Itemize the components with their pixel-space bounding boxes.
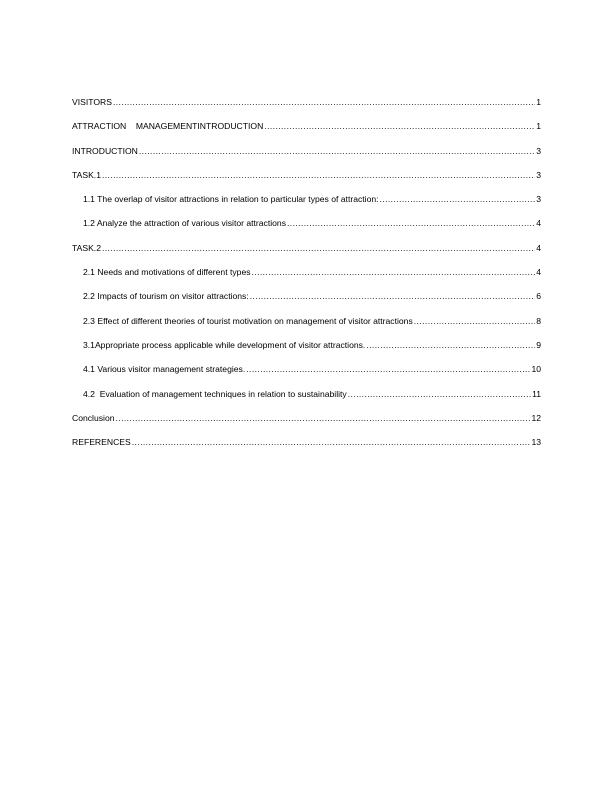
toc-dot-leader bbox=[102, 169, 535, 181]
toc-entry-page-number: 6 bbox=[536, 291, 541, 302]
toc-entry-title: 2.1 Needs and motivations of different types bbox=[83, 267, 251, 278]
toc-entry-title: 4.2 Evaluation of management techniques in relation to sustainability bbox=[83, 388, 347, 399]
toc-entry[interactable] bbox=[72, 145, 541, 157]
toc-entry-page-number: 1 bbox=[536, 121, 541, 132]
toc-entry-page-number: 3 bbox=[536, 194, 541, 205]
toc-entry-title: TASK.1 bbox=[72, 169, 101, 180]
toc-entry[interactable] bbox=[72, 339, 541, 351]
toc-dot-leader bbox=[132, 436, 531, 448]
toc-dot-leader bbox=[113, 96, 535, 108]
toc-entry[interactable] bbox=[72, 266, 541, 278]
toc-entry-title: 2.3 Effect of different theories of tourist motivation on management of visitor attractions bbox=[83, 315, 413, 326]
toc-entry-page-number: 9 bbox=[536, 339, 541, 350]
toc-entry[interactable] bbox=[72, 242, 541, 254]
toc-entry-title: 1.2 Analyze the attraction of various visitor attractions bbox=[83, 218, 287, 229]
toc-entry[interactable] bbox=[72, 193, 541, 205]
toc-entry[interactable] bbox=[72, 169, 541, 181]
toc-entry[interactable] bbox=[72, 363, 541, 375]
toc-entry-page-number: 4 bbox=[536, 267, 541, 278]
toc-entry-page-number: 13 bbox=[531, 437, 541, 448]
toc-entry-title: INTRODUCTION bbox=[72, 145, 138, 156]
toc-entry-page-number: 4 bbox=[536, 242, 541, 253]
toc-entry[interactable] bbox=[72, 96, 541, 108]
toc-entry-page-number: 11 bbox=[532, 388, 541, 399]
toc-entry-page-number: 3 bbox=[536, 169, 541, 180]
toc-entry[interactable] bbox=[72, 412, 541, 424]
toc-entry-page-number: 10 bbox=[531, 364, 541, 375]
toc-entry[interactable] bbox=[72, 290, 541, 302]
toc-entry[interactable] bbox=[72, 217, 541, 229]
toc-entry[interactable] bbox=[72, 120, 541, 132]
toc-dot-leader bbox=[287, 217, 535, 229]
toc-dot-leader bbox=[414, 315, 535, 327]
toc-dot-leader bbox=[139, 145, 535, 157]
toc-dot-leader bbox=[116, 412, 531, 424]
toc-entry-title: 3.1Appropriate process applicable while development of visitor attractions. bbox=[83, 339, 366, 350]
toc-entry-title: 4.1 Various visitor management strategies. bbox=[83, 364, 246, 375]
toc-dot-leader bbox=[366, 339, 535, 351]
toc-entry-page-number: 8 bbox=[536, 315, 541, 326]
toc-entry[interactable] bbox=[72, 388, 541, 400]
toc-entry-title: REFERENCES bbox=[72, 437, 131, 448]
toc-entry-page-number: 1 bbox=[536, 97, 541, 107]
toc-dot-leader bbox=[102, 242, 535, 254]
toc-entry-page-number: 4 bbox=[536, 218, 541, 229]
toc-dot-leader bbox=[348, 388, 531, 400]
table-of-contents bbox=[72, 96, 541, 460]
toc-entry[interactable] bbox=[72, 436, 541, 448]
toc-dot-leader bbox=[250, 290, 535, 302]
toc-entry-title: 1.1 The overlap of visitor attractions in relation to particular types of attraction: bbox=[83, 194, 379, 205]
toc-dot-leader bbox=[380, 193, 536, 205]
toc-entry-title: Conclusion bbox=[72, 412, 115, 423]
toc-entry-page-number: 12 bbox=[531, 412, 541, 423]
toc-entry-title: 2.2 Impacts of tourism on visitor attractions: bbox=[83, 291, 249, 302]
toc-entry-title: VISITORS bbox=[72, 97, 112, 107]
toc-entry-page-number: 3 bbox=[536, 145, 541, 156]
toc-entry-title: ATTRACTION MANAGEMENTINTRODUCTION bbox=[72, 121, 264, 132]
toc-dot-leader bbox=[252, 266, 536, 278]
toc-entry[interactable] bbox=[72, 315, 541, 327]
toc-dot-leader bbox=[246, 363, 530, 375]
toc-dot-leader bbox=[264, 120, 535, 132]
toc-entry-title: TASK.2 bbox=[72, 242, 101, 253]
